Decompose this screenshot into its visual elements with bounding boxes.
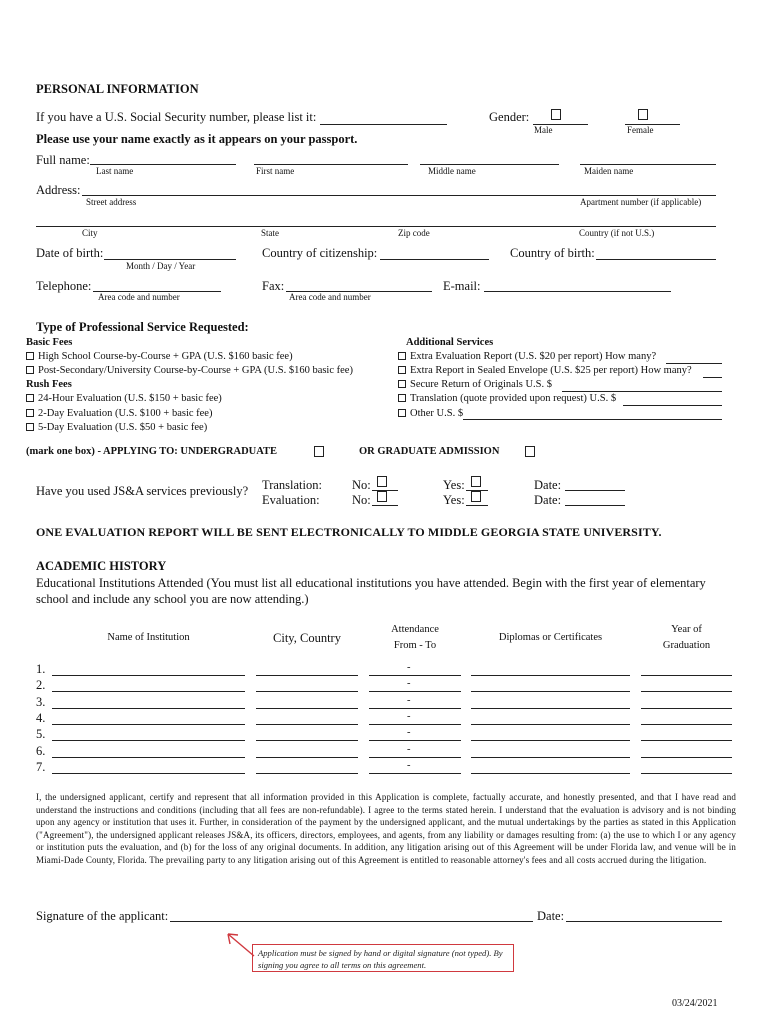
evaluation-date-label: Date: — [534, 493, 562, 507]
footer-date: 03/24/2021 — [672, 998, 718, 1009]
attendance-field[interactable] — [369, 708, 461, 709]
signature-date-field[interactable] — [566, 921, 722, 922]
institution-field[interactable] — [52, 757, 245, 758]
evaluation-yes-line — [466, 505, 488, 506]
attendance-field[interactable] — [369, 773, 461, 774]
additional-extra-report[interactable]: Extra Evaluation Report (U.S. $20 per report) How many? — [398, 351, 656, 362]
state-caption: State — [261, 228, 279, 238]
evaluation-yes-label: Yes: — [443, 493, 465, 507]
attendance-dash: - — [407, 662, 411, 673]
sealed-count-field[interactable] — [703, 377, 722, 378]
dob-label: Date of birth: — [36, 246, 104, 260]
citizenship-label: Country of citizenship: — [262, 246, 378, 260]
fee-item-24-hour[interactable]: 24-Hour Evaluation (U.S. $150 + basic fee) — [26, 393, 222, 404]
citizenship-field[interactable] — [380, 259, 489, 260]
institution-field[interactable] — [52, 691, 245, 692]
email-label: E-mail: — [443, 279, 481, 293]
maiden-name-field[interactable] — [580, 164, 716, 165]
institution-field[interactable] — [52, 675, 245, 676]
attendance-dash: - — [407, 743, 411, 755]
academic-heading: ACADEMIC HISTORY — [36, 559, 167, 573]
attendance-field[interactable] — [369, 724, 461, 725]
telephone-label: Telephone: — [36, 279, 92, 293]
row-number: 1. — [36, 662, 46, 676]
female-label: Female — [627, 125, 654, 135]
city-country-field[interactable] — [256, 724, 358, 725]
diploma-field[interactable] — [471, 740, 630, 741]
checkbox[interactable] — [26, 409, 34, 417]
institution-field[interactable] — [52, 724, 245, 725]
personal-heading: PERSONAL INFORMATION — [36, 82, 199, 96]
checkbox[interactable] — [398, 394, 406, 402]
zip-caption: Zip code — [398, 228, 430, 238]
dob-format-caption: Month / Day / Year — [126, 261, 196, 271]
attendance-dash: - — [407, 759, 411, 771]
city-country-field[interactable] — [256, 708, 358, 709]
evaluation-notice: ONE EVALUATION REPORT WILL BE SENT ELECTRONICALLY TO MIDDLE GEORGIA STATE UNIVERSITY. — [36, 525, 662, 539]
institution-field[interactable] — [52, 708, 245, 709]
maiden-name-caption: Maiden name — [584, 166, 634, 176]
apartment-caption: Apartment number (if applicable) — [580, 197, 702, 207]
street-address-field[interactable] — [82, 195, 716, 196]
translation-date-field[interactable] — [565, 490, 625, 491]
attendance-dash: - — [407, 727, 411, 739]
evaluation-label: Evaluation: — [262, 493, 320, 507]
graduate-label: OR GRADUATE ADMISSION — [359, 446, 500, 457]
previous-question: Have you used JS&A services previously? — [36, 484, 249, 498]
col-attendance-header-2: From - To — [393, 640, 437, 651]
address-label: Address: — [36, 183, 81, 197]
rush-fees-heading: Rush Fees — [26, 379, 72, 390]
signature-date-label: Date: — [537, 909, 565, 923]
fax-area-caption: Area code and number — [289, 292, 371, 302]
city-country-field[interactable] — [256, 740, 358, 741]
signature-label: Signature of the applicant: — [36, 909, 169, 923]
attendance-field[interactable] — [369, 740, 461, 741]
extra-report-count-field[interactable] — [666, 363, 722, 364]
diploma-field[interactable] — [471, 675, 630, 676]
basic-fees-heading: Basic Fees — [26, 337, 73, 348]
attendance-dash: - — [407, 710, 411, 722]
evaluation-no-checkbox[interactable] — [377, 491, 387, 502]
academic-intro: Educational Institutions Attended (You must list all educational institutions you have attended. Begin with the first year of elementary school and include any school you are now attending.) — [36, 576, 706, 606]
applying-label: (mark one box) - APPLYING TO: UNDERGRADUATE — [26, 446, 278, 457]
city-country-field[interactable] — [256, 757, 358, 758]
graduation-year-field[interactable] — [641, 757, 732, 758]
full-name-label: Full name: — [36, 153, 90, 167]
evaluation-date-field[interactable] — [565, 505, 625, 506]
legal-certification: I, the undersigned applicant, certify and represent that all information provided in this Application is complete, factually accurate, and honestly presented, and that I have read and understand the instructions and conditions (including that all fees are non-refundable). I agree to the terms stated herein. I understand that the evaluation is advisory and is not binding upon any agency or institution that uses it. Further, in consideration of the payment by the undersigned applicant, and the mutual undertakings by the parties as stated in this Application ("Agreement"), the undersigned applicant releases JS&A, its officers, directors, employees, and agents, from any liability or damages resulting from: (a) the use to which I or any agency or institution puts the evaluation, and (b) for the loss of any original documents. In addition, any litigation arising out of this Agreement will be under Florida law, and venue will be in Miami-Dade County, Florida. The prevailing party to any litigation arising out of this Agreement is entitled to reasonable attorney's fees and all costs accrued during the litigation. — [36, 792, 736, 865]
translation-date-label: Date: — [534, 478, 562, 492]
diploma-field[interactable] — [471, 708, 630, 709]
col-diplomas-header: Diplomas or Certificates — [498, 632, 603, 643]
graduate-checkbox[interactable] — [525, 446, 535, 457]
fee-item-2-day[interactable]: 2-Day Evaluation (U.S. $100 + basic fee) — [26, 408, 212, 419]
gender-label: Gender: — [489, 110, 530, 124]
translation-no-checkbox[interactable] — [377, 476, 387, 487]
fee-item-post-secondary[interactable]: Post-Secondary/University Course-by-Course + GPA (U.S. $160 basic fee) — [26, 365, 353, 376]
signature-field[interactable] — [170, 921, 533, 922]
checkbox[interactable] — [26, 352, 34, 360]
diploma-field[interactable] — [471, 724, 630, 725]
birth-country-label: Country of birth: — [510, 246, 595, 260]
translation-amount-field[interactable] — [623, 405, 722, 406]
last-name-caption: Last name — [96, 166, 134, 176]
first-name-field[interactable] — [254, 164, 408, 165]
other-amount-field[interactable] — [463, 419, 722, 420]
female-checkbox[interactable] — [638, 109, 648, 120]
evaluation-no-label: No: — [352, 493, 371, 507]
fee-item-high-school[interactable]: High School Course-by-Course + GPA (U.S. $160 basic fee) — [26, 351, 293, 362]
city-caption: City — [82, 228, 98, 238]
row-number: 2. — [36, 678, 46, 693]
ssn-label: If you have a U.S. Social Security number, please list it: — [36, 110, 317, 124]
additional-secure-return[interactable]: Secure Return of Originals U.S. $ — [398, 379, 552, 390]
city-country-field[interactable] — [256, 675, 358, 676]
row-number: 5. — [36, 727, 46, 742]
graduation-year-field[interactable] — [641, 675, 732, 676]
city-country-field[interactable] — [256, 691, 358, 692]
attendance-dash: - — [407, 678, 411, 690]
attendance-field[interactable] — [369, 691, 461, 692]
birth-country-field[interactable] — [596, 259, 716, 260]
evaluation-yes-checkbox[interactable] — [471, 491, 481, 502]
diploma-field[interactable] — [471, 691, 630, 692]
country-caption: Country (if not U.S.) — [579, 228, 655, 238]
additional-other[interactable]: Other U.S. $ — [398, 408, 463, 419]
ssn-field[interactable] — [320, 124, 447, 125]
checkbox[interactable] — [26, 394, 34, 402]
additional-sealed-envelope[interactable]: Extra Report in Sealed Envelope (U.S. $25 per report) How many? — [398, 365, 692, 376]
row-number: 3. — [36, 694, 46, 709]
passport-note: Please use your name exactly as it appears on your passport. — [36, 132, 358, 146]
col-year-header-2: Graduation — [662, 640, 711, 651]
checkbox[interactable] — [398, 409, 406, 417]
graduation-year-field[interactable] — [641, 691, 732, 692]
checkbox[interactable] — [26, 423, 34, 431]
checkbox[interactable] — [398, 352, 406, 360]
fee-item-5-day[interactable]: 5-Day Evaluation (U.S. $50 + basic fee) — [26, 422, 207, 433]
signature-note: Application must be signed by hand or digital signature (not typed). By signing you agree to all terms on this agreement. — [252, 944, 514, 972]
male-checkbox[interactable] — [551, 109, 561, 120]
city-country-field[interactable] — [256, 773, 358, 774]
male-label: Male — [534, 125, 553, 135]
col-city-header: City, Country — [273, 631, 341, 645]
diploma-field[interactable] — [471, 773, 630, 774]
col-attendance-header-1: Attendance — [391, 624, 439, 635]
email-field[interactable] — [484, 291, 671, 292]
translation-no-label: No: — [352, 478, 371, 492]
institution-field[interactable] — [52, 773, 245, 774]
attendance-field[interactable] — [369, 675, 461, 676]
institution-field[interactable] — [52, 740, 245, 741]
additional-translation[interactable]: Translation (quote provided upon request) U.S. $ — [398, 393, 616, 404]
row-number: 7. — [36, 759, 46, 774]
additional-heading: Additional Services — [406, 337, 494, 348]
checkbox[interactable] — [398, 380, 406, 388]
translation-yes-label: Yes: — [443, 478, 465, 492]
undergraduate-checkbox[interactable] — [314, 446, 324, 457]
middle-name-caption: Middle name — [428, 166, 476, 176]
attendance-dash: - — [407, 694, 411, 706]
checkbox[interactable] — [26, 366, 34, 374]
translation-yes-checkbox[interactable] — [471, 476, 481, 487]
graduation-year-field[interactable] — [641, 740, 732, 741]
row-number: 4. — [36, 710, 46, 725]
first-name-caption: First name — [256, 166, 295, 176]
dob-field[interactable] — [104, 259, 236, 260]
translation-label: Translation: — [262, 478, 322, 492]
middle-name-field[interactable] — [420, 164, 559, 165]
street-caption: Street address — [86, 197, 137, 207]
graduation-year-field[interactable] — [641, 708, 732, 709]
graduation-year-field[interactable] — [641, 724, 732, 725]
col-institution-header: Name of Institution — [107, 632, 190, 643]
phone-area-caption: Area code and number — [98, 292, 180, 302]
checkbox[interactable] — [398, 366, 406, 374]
last-name-field[interactable] — [90, 164, 236, 165]
city-state-zip-field[interactable] — [36, 226, 716, 227]
col-year-header-1: Year of — [671, 624, 702, 635]
fax-label: Fax: — [262, 279, 285, 293]
secure-return-amount-field[interactable] — [562, 391, 722, 392]
service-heading: Type of Professional Service Requested: — [36, 320, 249, 334]
row-number: 6. — [36, 743, 46, 758]
evaluation-no-line — [372, 505, 398, 506]
attendance-field[interactable] — [369, 757, 461, 758]
diploma-field[interactable] — [471, 757, 630, 758]
graduation-year-field[interactable] — [641, 773, 732, 774]
